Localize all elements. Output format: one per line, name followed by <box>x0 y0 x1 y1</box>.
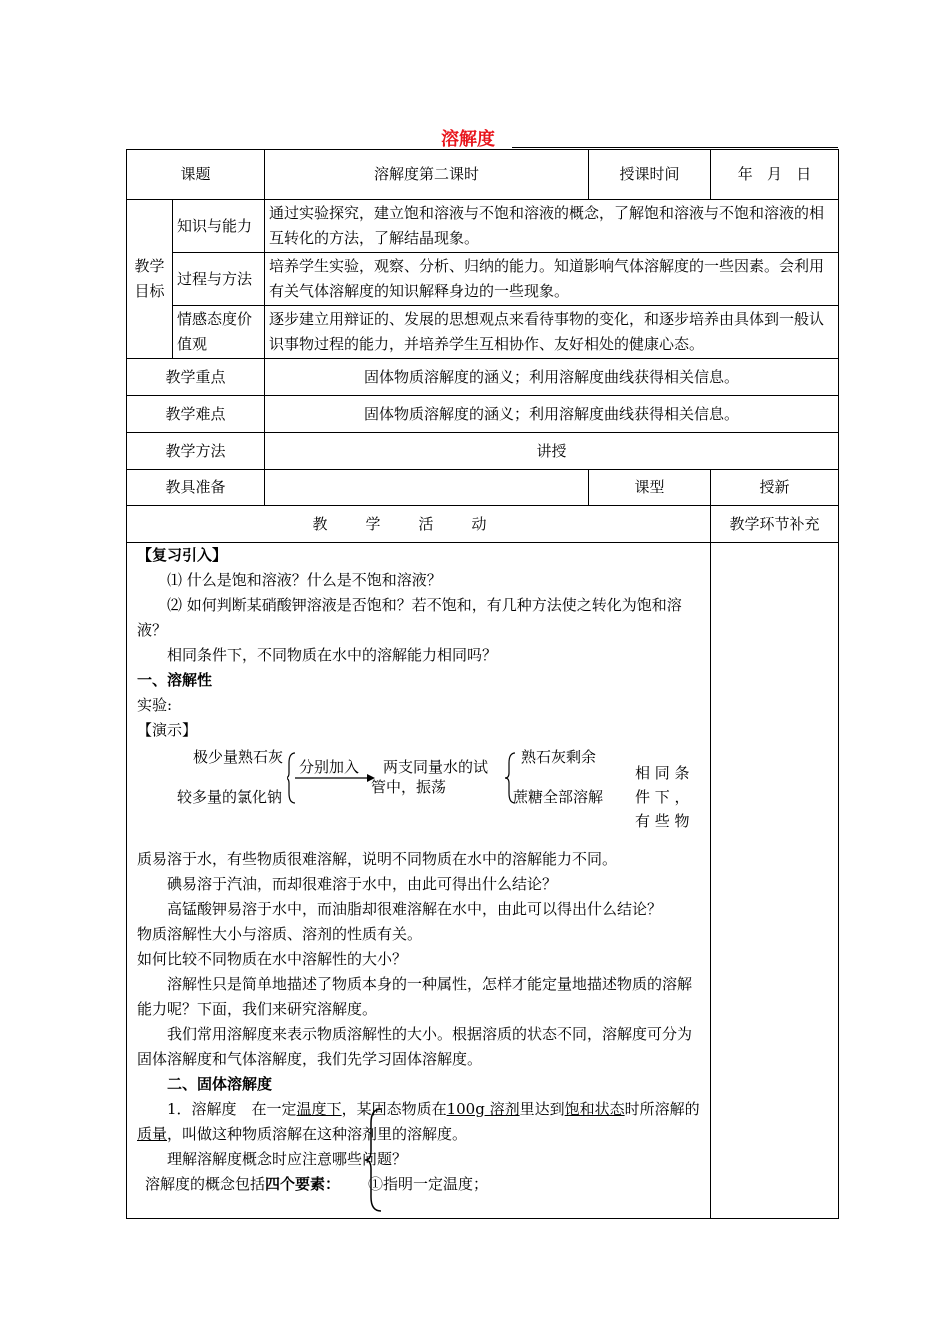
p9-part-a: 溶解度的概念包括 <box>145 1175 266 1193</box>
def-part-1: 1．溶解度 在一定 <box>167 1100 297 1118</box>
elements-brace <box>363 1107 383 1213</box>
demo-label: 【演示】 <box>137 721 198 739</box>
objective-attitude-label: 情感态度价值观 <box>173 306 265 359</box>
difficulty-label: 教学难点 <box>127 396 265 433</box>
key-label: 教学重点 <box>127 359 265 396</box>
paragraph-2: 碘易溶于汽油，而却很难溶于水中，由此可得出什么结论？ <box>167 875 558 893</box>
supplement-content <box>711 543 839 1219</box>
diagram-middle-1: 两支同量水的试 <box>383 758 489 776</box>
section-2-title: 二、固体溶解度 <box>167 1075 273 1093</box>
supplement-header: 教学环节补充 <box>711 506 839 543</box>
p9-four-elements: 四个要素 <box>265 1175 326 1193</box>
diagram-side-2: 件 下 ， <box>635 788 690 806</box>
type-label: 课型 <box>589 470 711 506</box>
review-question-3: 相同条件下，不同物质在水中的溶解能力相同吗？ <box>167 646 498 664</box>
p9-element-1: ①指明一定温度； <box>368 1175 489 1193</box>
topic-label: 课题 <box>127 150 265 200</box>
def-part-2: ，某固态物质在 <box>341 1100 447 1118</box>
time-label: 授课时间 <box>589 150 711 200</box>
document-title: 溶解度 <box>441 129 495 150</box>
activity-header: 教学活动 <box>127 506 711 543</box>
difficulty-value: 固体物质溶解度的涵义；利用溶解度曲线获得相关信息。 <box>265 396 839 433</box>
paragraph-1: 质易溶于水，有些物质很难溶解，说明不同物质在水中的溶解能力不同。 <box>137 850 618 868</box>
def-saturated-state: 饱和状态 <box>564 1100 625 1118</box>
experiment-diagram <box>127 743 710 847</box>
def-part-5: ，叫做这种物质溶解在这种溶剂里的溶解度。 <box>167 1125 468 1143</box>
diagram-arrow-label: 分别加入 <box>299 758 360 776</box>
def-solvent: 100g 溶剂 <box>446 1100 520 1118</box>
paragraph-7: 我们常用溶解度来表示物质溶解性的大小。根据溶质的状态不同，溶解度可分为固体溶解度和气体溶解度，我们先学习固体溶解度。 <box>137 1025 693 1068</box>
objective-attitude-text: 逐步建立用辩证的、发展的思想观点来看待事物的变化，和逐步培养由具体到一般认识事物过程的能力，并培养学生互相协作、友好相处的健康心态。 <box>265 306 839 359</box>
paragraph-9 <box>127 1172 710 1197</box>
time-value: 年 月 日 <box>711 150 839 200</box>
activity-content <box>127 543 711 1219</box>
objectives-label: 教学目标 <box>127 200 173 359</box>
def-part-3: 里达到 <box>519 1100 565 1118</box>
type-value: 授新 <box>711 470 839 506</box>
experiment-label: 实验: <box>137 696 173 714</box>
diagram-right-top: 熟石灰剩余 <box>521 748 597 766</box>
diagram-right-bottom: 蔗糖全部溶解 <box>513 788 604 806</box>
review-question-2: ⑵ 如何判断某硝酸钾溶液是否饱和？若不饱和，有几种方法使之转化为饱和溶液？ <box>137 596 682 639</box>
method-label: 教学方法 <box>127 433 265 470</box>
paragraph-6: 溶解性只是简单地描述了物质本身的一种属性，怎样才能定量地描述物质的溶解能力呢？下面，我们来研究溶解度。 <box>137 975 693 1018</box>
def-part-4: 时所溶解的 <box>624 1100 700 1118</box>
key-value: 固体物质溶解度的涵义；利用溶解度曲线获得相关信息。 <box>265 359 839 396</box>
diagram-side-1: 相 同 条 <box>635 764 690 782</box>
title-underline <box>512 147 838 148</box>
review-title: 【复习引入】 <box>137 546 228 564</box>
objective-knowledge-label: 知识与能力 <box>173 200 265 253</box>
def-temperature: 温度下 <box>296 1100 342 1118</box>
tools-value <box>265 470 589 506</box>
diagram-left-top: 极少量熟石灰 <box>193 748 284 766</box>
topic-value: 溶解度第二课时 <box>265 150 589 200</box>
paragraph-4: 物质溶解性大小与溶质、溶剂的性质有关。 <box>137 925 423 943</box>
method-value: 讲授 <box>265 433 839 470</box>
paragraph-5: 如何比较不同物质在水中溶解性的大小？ <box>137 950 408 968</box>
objective-process-label: 过程与方法 <box>173 253 265 306</box>
solubility-definition <box>127 1097 710 1147</box>
p9-colon: ： <box>325 1175 341 1193</box>
review-question-1: ⑴ 什么是饱和溶液？什么是不饱和溶液？ <box>167 571 442 589</box>
diagram-left-bottom: 较多量的氯化钠 <box>177 788 283 806</box>
section-1-title: 一、溶解性 <box>137 671 213 689</box>
objective-process-text: 培养学生实验，观察、分析、归纳的能力。知道影响气体溶解度的一些因素。会利用有关气体溶解度的知识解释身边的一些现象。 <box>265 253 839 306</box>
diagram-middle-2: 管中，振荡 <box>371 778 447 796</box>
def-mass: 质量 <box>137 1125 168 1143</box>
diagram-side-3: 有 些 物 <box>635 812 690 830</box>
paragraph-3: 高锰酸钾易溶于水中，而油脂却很难溶解在水中，由此可以得出什么结论？ <box>167 900 663 918</box>
paragraph-8: 理解溶解度概念时应注意哪些问题？ <box>167 1150 408 1168</box>
objective-knowledge-text: 通过实验探究，建立饱和溶液与不饱和溶液的概念，了解饱和溶液与不饱和溶液的相互转化的方法，了解结晶现象。 <box>265 200 839 253</box>
lesson-plan-table <box>126 149 839 1219</box>
tools-label: 教具准备 <box>127 470 265 506</box>
